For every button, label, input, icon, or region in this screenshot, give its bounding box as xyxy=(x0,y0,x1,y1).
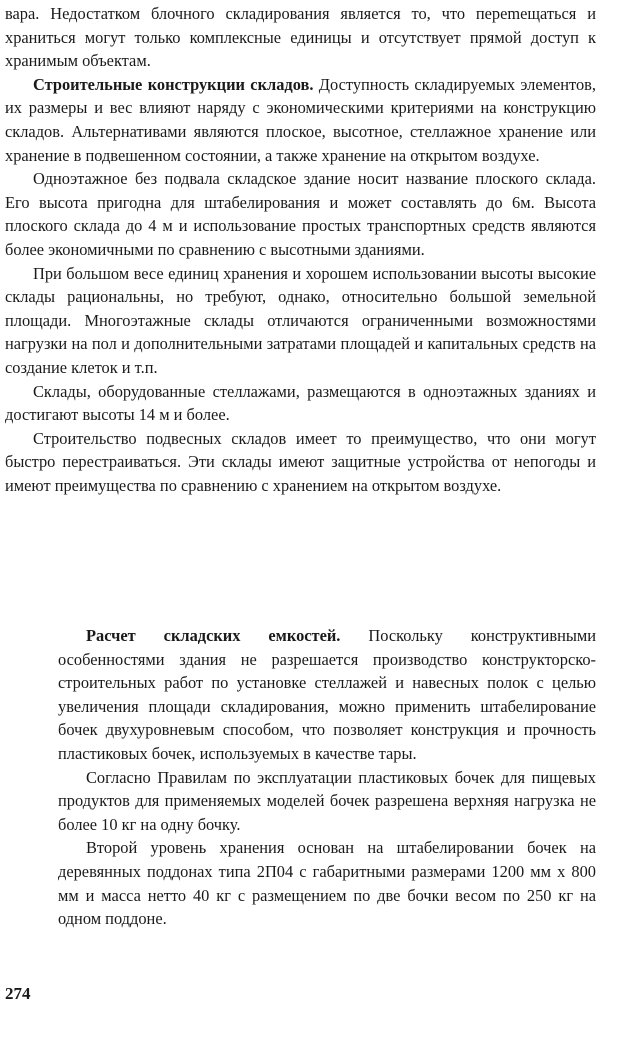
paragraph-warehouse-structures xyxy=(5,73,596,167)
paragraph-rack-warehouses: Склады, оборудованные стеллажами, размещаются в одноэтажных зданиях и достигают высоты 14 м и более. xyxy=(5,381,596,425)
paragraph-suspended-warehouses: Строительство подвесных складов имеет то преимущество, что они могут быстро перестраиваться. Эти склады имеют защитные устройства от непогоды и имеют преимущества по сравнению с хранением на открытом воздухе. xyxy=(5,428,596,495)
paragraph-structures-body: Доступность складируемых элементов, их размеры и вес влияют наряду с экономическими критериями на конструкцию складов. Альтернативами являются плоское, высотное, стеллажное хранение или хранение в подвешенном состоянии, а также хранение на открытом воздухе. xyxy=(5,74,596,165)
paragraph-second-level-storage: Второй уровень хранения основан на штабелировании бочек на деревянных поддонах типа 2П04 с габаритными размерами 1200 мм х 800 мм и масса нетто 40 кг с размещением по две бочки весом по 250 кг на одном поддоне. xyxy=(58,838,596,929)
run-in-heading-structures: Строительные конструкции складов. xyxy=(33,74,314,94)
paragraph-single-storey-warehouse: Одноэтажное без подвала складское здание носит название плоского склада. Его высота пригодна для штабелирования и может составлять до 6м. Высота плоского склада до 4 м и использование простых транспортных средств являются более экономичными по сравнению с высотными зданиями. xyxy=(5,169,596,259)
text-block-capacity xyxy=(58,624,596,931)
paragraph-heavy-units: При большом весе единиц хранения и хорошем использовании высоты высокие склады рациональны, но требуют, однако, относительно большой земельной площади. Многоэтажные склады отличаются ограниченными возможностями нагрузки на пол и дополнительными затратами площадей и капитальных средств на создание клеток и т.п. xyxy=(5,263,596,377)
paragraph-barrel-rules: Согласно Правилам по эксплуатации пластиковых бочек для пищевых продуктов для применяемых моделей бочек разрешена верхняя нагрузка не более 10 кг на одну бочку. xyxy=(58,767,596,834)
paragraph-block-storage-drawback: вара. Недостатком блочного складирования является то, что переmещаться и храниться могут только комплексные единицы и отсутствует прямой доступ к хранимым объектам. xyxy=(5,4,596,71)
page-number: 274 xyxy=(5,984,31,1003)
text-block-storage xyxy=(5,2,596,497)
run-in-heading-capacity: Расчет складских емкостей. xyxy=(86,626,341,645)
paragraph-capacity-calculation xyxy=(58,624,596,766)
paragraph-capacity-body: Поскольку конструктивными особенностями здания не разрешается производство конструкторско-строительных работ по установке стеллажей и навесных полок с целью увеличения площади складирования, можно применить штабелирование бочек двухуровневым способом, что позволяет конструкция и прочность пластиковых бочек, используемых в качестве тары. xyxy=(58,626,597,763)
